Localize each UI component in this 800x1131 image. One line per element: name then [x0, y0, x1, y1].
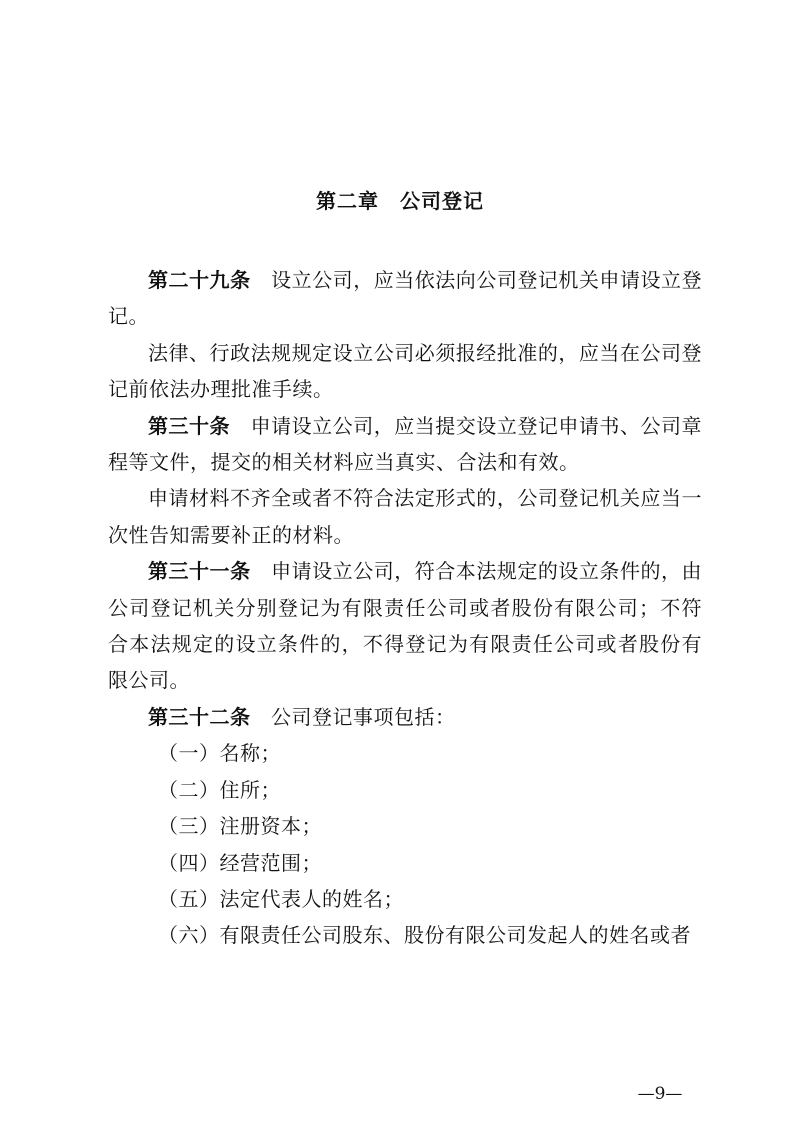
paragraph-text: 法律、行政法规规定设立公司必须报经批准的，应当在公司登记前依法办理批准手续。: [108, 340, 702, 402]
paragraph-article-29: [108, 262, 702, 335]
paragraph-incomplete-materials: [108, 480, 702, 553]
list-item-registered-capital: （三）注册资本；: [158, 814, 322, 839]
list-item-address: （二）住所；: [158, 777, 281, 802]
paragraph-text: 申请设立公司，符合本法规定的设立条件的，由公司登记机关分别登记为有限责任公司或者股份有限公司；不符合本法规定的设立条件的，不得登记为有限责任公司或者股份有限公司。: [108, 559, 703, 693]
article-number: 第二十九条: [148, 268, 251, 292]
paragraph-article-32: [108, 699, 702, 735]
paragraph-text: 公司登记事项包括：: [250, 704, 456, 729]
paragraph-text: 申请材料不齐全或者不符合法定形式的，公司登记机关应当一次性告知需要补正的材料。: [108, 486, 702, 547]
list-item-legal-representative: （五）法定代表人的姓名；: [158, 886, 404, 911]
chapter-title: 第二章 公司登记: [316, 189, 484, 213]
body-text: [108, 262, 702, 954]
paragraph-text: 设立公司，应当依法向公司登记机关申请设立登记。: [108, 268, 703, 329]
article-number: 第三十条: [148, 413, 231, 438]
list-item-name: （一）名称；: [158, 741, 281, 766]
paragraph-text: 申请设立公司，应当提交设立登记申请书、公司章程等文件，提交的相关材料应当真实、合法和有效。: [108, 413, 703, 475]
paragraph-article-30: [108, 408, 702, 481]
list-item-business-scope: （四）经营范围；: [158, 850, 322, 875]
article-number: 第三十二条: [148, 704, 251, 729]
paragraph-article-31: [108, 553, 702, 699]
paragraph-approval: [108, 335, 702, 408]
list-item-shareholders: （六）有限责任公司股东、股份有限公司发起人的姓名或者: [158, 923, 691, 948]
article-number: 第三十一条: [148, 559, 251, 584]
page-number: —9—: [637, 1084, 683, 1104]
